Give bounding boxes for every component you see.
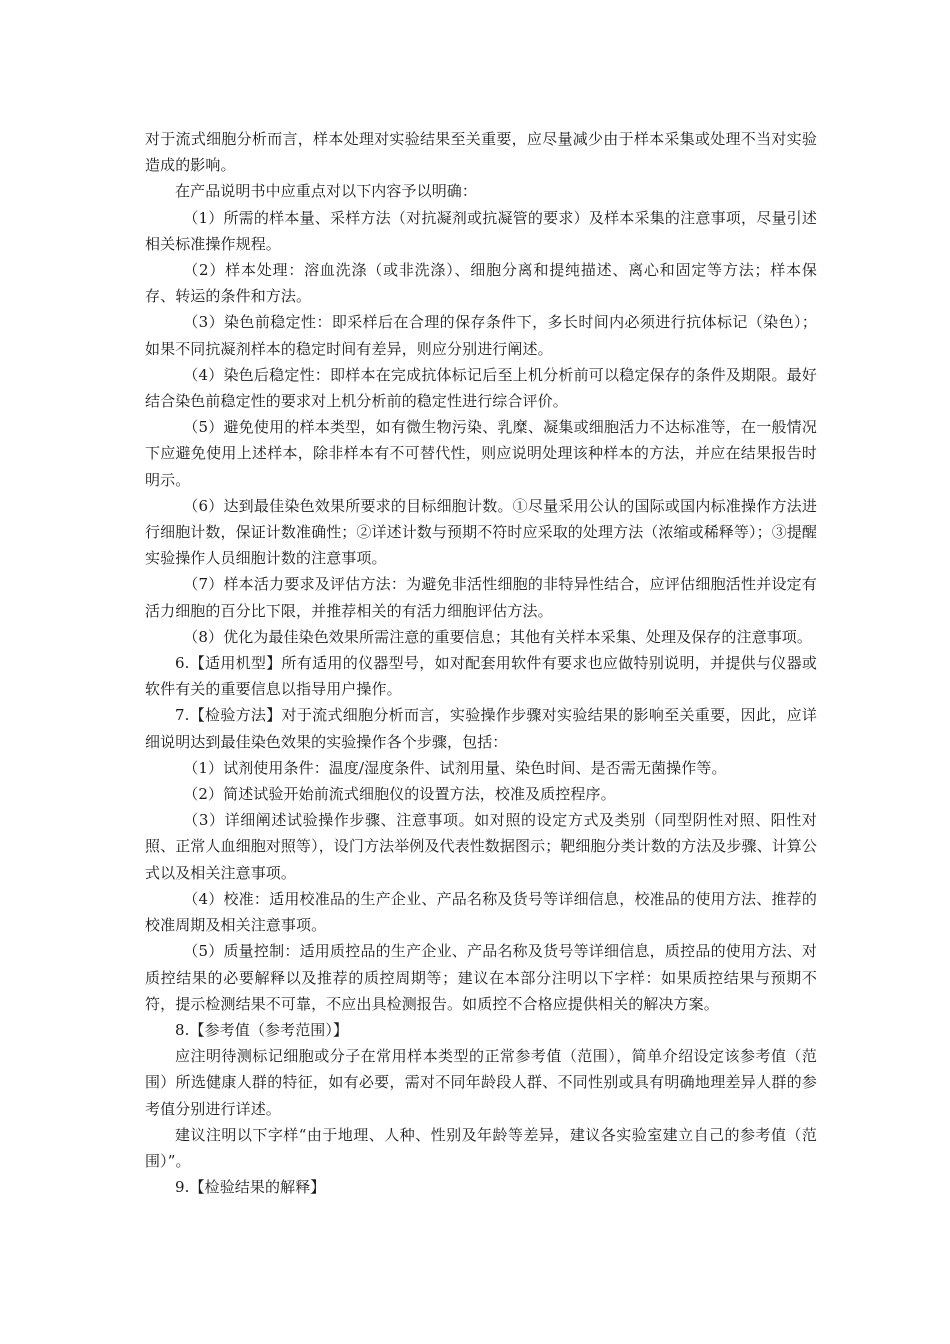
paragraph-item-6: （6）达到最佳染色效果所要求的目标细胞计数。①尽量采用公认的国际或国内标准操作方法进行细胞计数，保证计数准确性；②详述计数与预期不符时应采取的处理方法（浓缩或稀释等）；③提醒实验操作人员细胞计数的注意事项。: [145, 496, 818, 568]
section-9-result-interpretation: 9.【检验结果的解释】: [175, 1178, 326, 1197]
paragraph-item-8: （8）优化为最佳染色效果所需注意的重要信息；其他有关样本采集、处理及保存的注意事项。: [183, 627, 812, 646]
paragraph-method-4: （4）校准：适用校准品的生产企业、产品名称及货号等详细信息，校准品的使用方法、推荐的校准周期及相关注意事项。: [145, 889, 817, 935]
section-6-applicable-models: 6.【适用机型】所有适用的仪器型号，如对配套用软件有要求也应做特别说明，并提供与仪器或软件有关的重要信息以指导用户操作。: [145, 654, 817, 699]
paragraph-item-4: （4）染色后稳定性：即样本在完成抗体标记后至上机分析前可以稳定保存的条件及期限。最好结合染色前稳定性的要求对上机分析前的稳定性进行综合评价。: [145, 365, 817, 411]
paragraph-instruction-lead: 在产品说明书中应重点对以下内容予以明确：: [175, 182, 478, 201]
paragraph-method-1: （1）试剂使用条件：温度/湿度条件、试剂用量、染色时间、是否需无菌操作等。: [183, 758, 727, 777]
paragraph-item-7: （7）样本活力要求及评估方法：为避免非活性细胞的非特异性结合，应评估细胞活性并设定有活力细胞的百分比下限，并推荐相关的有活力细胞评估方法。: [145, 575, 817, 620]
paragraph-reference-detail: 应注明待测标记细胞或分子在常用样本类型的正常参考值（范围），简单介绍设定该参考值（范围）所选健康人群的特征，如有必要，需对不同年龄段人群、不同性别或具有明确地理差异人群的参考值分别进行详述。: [145, 1047, 817, 1118]
paragraph-item-1: （1）所需的样本量、采样方法（对抗凝剂或抗凝管的要求）及样本采集的注意事项，尽量引述相关标准操作规程。: [145, 208, 817, 253]
paragraph-item-3: （3）染色前稳定性：即采样后在合理的保存条件下，多长时间内必须进行抗体标记（染色）；如果不同抗凝剂样本的稳定时间有差异，则应分别进行阐述。: [145, 313, 817, 358]
paragraph-intro: 对于流式细胞分析而言，样本处理对实验结果至关重要，应尽量减少由于样本采集或处理不当对实验造成的影响。: [145, 130, 817, 175]
paragraph-item-2: （2）样本处理：溶血洗涤（或非洗涤）、细胞分离和提纯描述、离心和固定等方法；样本保存、转运的条件和方法。: [145, 261, 817, 306]
paragraph-reference-note: 建议注明以下字样“由于地理、人种、性别及年龄等差异，建议各实验室建立自己的参考值（范围）”。: [145, 1125, 817, 1170]
paragraph-item-5: （5）避免使用的样本类型，如有微生物污染、乳糜、凝集或细胞活力不达标准等，在一般情况下应避免使用上述样本，除非样本有不可替代性，则应说明处理该种样本的方法，并应在结果报告时明示。: [145, 418, 817, 489]
section-8-reference-values: 8.【参考值（参考范围）】: [175, 1020, 349, 1039]
paragraph-method-5: （5）质量控制：适用质控品的生产企业、产品名称及货号等详细信息，质控品的使用方法、对质控结果的必要解释以及推荐的质控周期等；建议在本部分注明以下字样：如果质控结果与预期不符，提示检测结果不可靠，不应出具检测报告。如质控不合格应提供相关的解决方案。: [145, 942, 817, 1013]
document-page: [145, 126, 817, 1200]
section-7-test-method: 7.【检验方法】对于流式细胞分析而言，实验操作步骤对实验结果的影响至关重要，因此，应详细说明达到最佳染色效果的实验操作各个步骤，包括：: [145, 706, 817, 751]
paragraph-method-3: （3）详细阐述试验操作步骤、注意事项。如对照的设定方式及类别（同型阴性对照、阳性对照、正常人血细胞对照等），设门方法举例及代表性数据图示；靶细胞分类计数的方法及步骤、计算公式以及相关注意事项。: [145, 811, 818, 882]
paragraph-method-2: （2）简述试验开始前流式细胞仪的设置方法，校准及质控程序。: [183, 785, 616, 804]
